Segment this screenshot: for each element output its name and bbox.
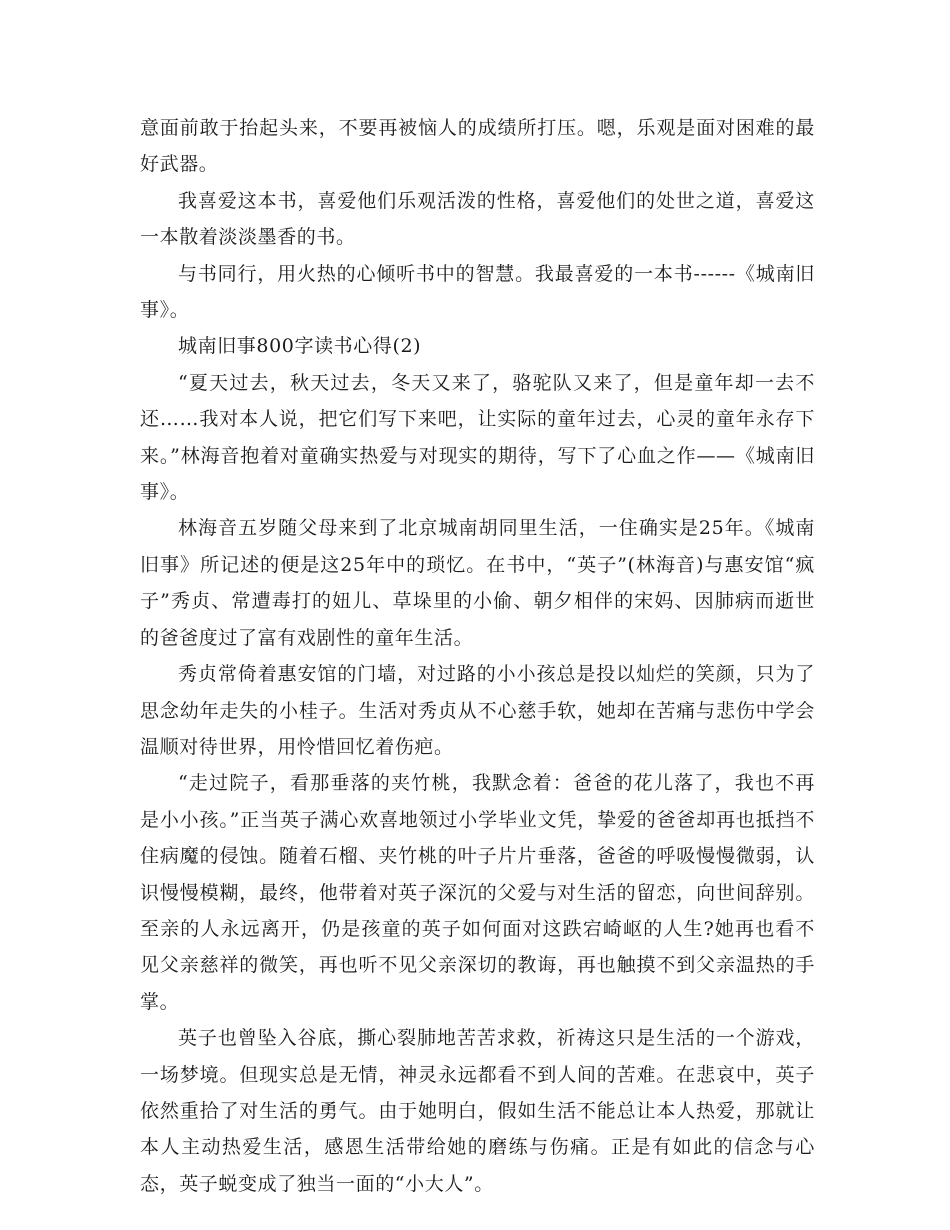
- paragraph: 英子也曾坠入谷底，撕心裂肺地苦苦求救，祈祷这只是生活的一个游戏，一场梦境。但现实总是无情，神灵永远都看不到人间的苦难。在悲哀中，英子依然重拾了对生活的勇气。由于她明白，假如生活不能总让本人热爱，那就让本人主动热爱生活，感恩生活带给她的磨练与伤痛。正是有如此的信念与心态，英子蜕变成了独当一面的“小大人”。: [140, 1027, 815, 1195]
- paragraph: 与书同行，用火热的心倾听书中的智慧。我最喜爱的一本书------《城南旧事》。: [140, 262, 815, 322]
- paragraph: 我喜爱这本书，喜爱他们乐观活泼的性格，喜爱他们的处世之道，喜爱这一本散着淡淡墨香的书。: [140, 189, 815, 249]
- paragraph: 秀贞常倚着惠安馆的门墙，对过路的小小孩总是投以灿烂的笑颜，只为了思念幼年走失的小桂子。生活对秀贞从不心慈手软，她却在苦痛与悲伤中学会温顺对待世界，用怜惜回忆着伤疤。: [140, 663, 815, 758]
- paragraph: “走过院子，看那垂落的夹竹桃，我默念着：爸爸的花儿落了，我也不再是小小孩。”正当英子满心欢喜地领过小学毕业文凭，挚爱的爸爸却再也抵挡不住病魔的侵蚀。随着石榴、夹竹桃的叶子片片垂落，爸爸的呼吸慢慢微弱，认识慢慢模糊，最终，他带着对英子深沉的父爱与对生活的留恋，向世间辞别。至亲的人永远离开，仍是孩童的英子如何面对这跌宕崎岖的人生?她再也看不见父亲慈祥的微笑，再也听不见父亲深切的教诲，再也触摸不到父亲温热的手掌。: [140, 772, 815, 1013]
- paragraph-continuation: 意面前敢于抬起头来，不要再被恼人的成绩所打压。嗯，乐观是面对困难的最好武器。: [140, 117, 815, 176]
- document-body: [140, 110, 815, 1202]
- paragraph: “夏天过去，秋天过去，冬天又来了，骆驼队又来了，但是童年却一去不还……我对本人说，把它们写下来吧，让实际的童年过去，心灵的童年永存下来。”林海音抱着对童确实热爱与对现实的期待，写下了心血之作——《城南旧事》。: [140, 371, 815, 504]
- section-heading: 城南旧事800字读书心得(2): [178, 335, 422, 358]
- paragraph: 林海音五岁随父母来到了北京城南胡同里生活，一住确实是25年。《城南旧事》所记述的便是这25年中的琐忆。在书中，“英子”(林海音)与惠安馆“疯子”秀贞、常遭毒打的妞儿、草垛里的小偷、朝夕相伴的宋妈、因肺病而逝世的爸爸度过了富有戏剧性的童年生活。: [140, 517, 815, 649]
